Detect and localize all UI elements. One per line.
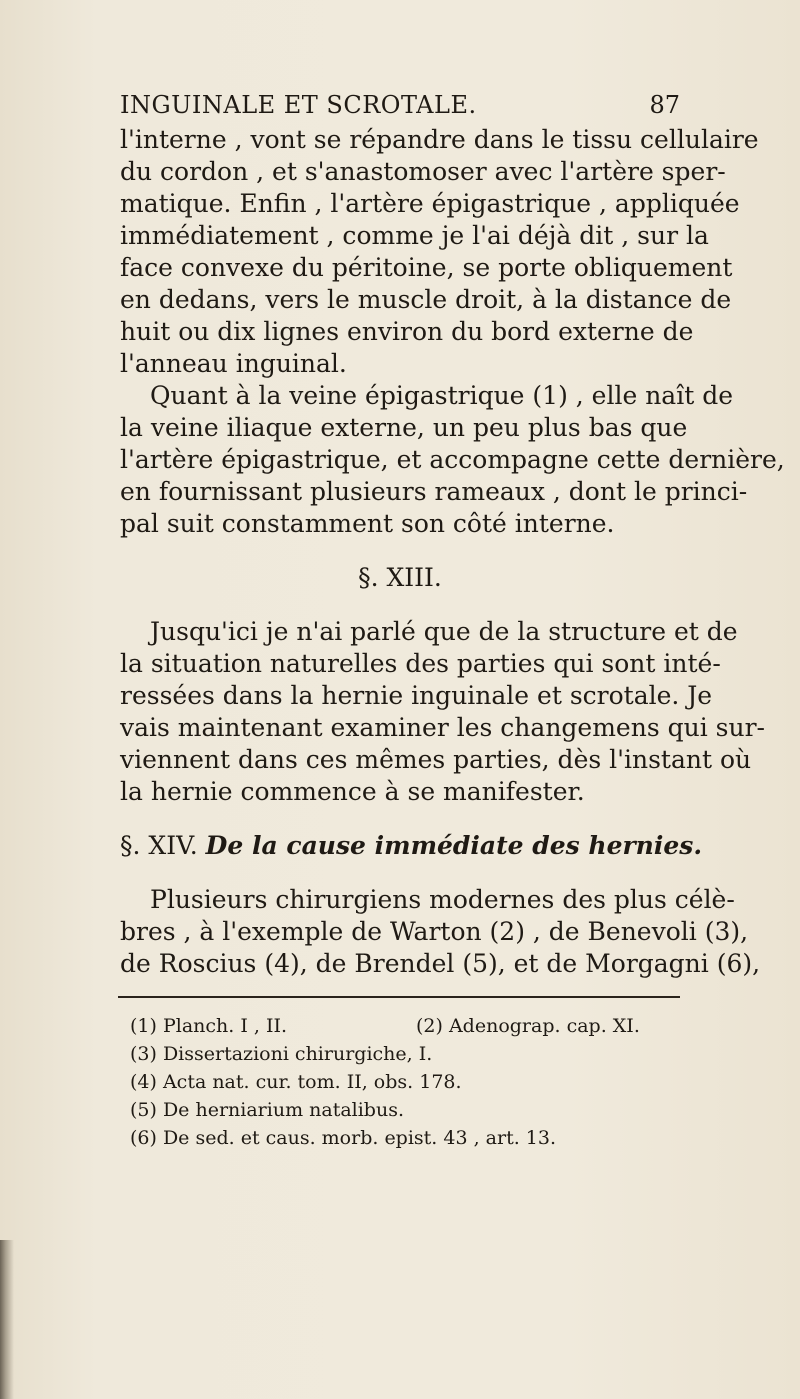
paragraph1-line-2: du cordon , et s'anastomoser avec l'artère sper- <box>120 157 726 186</box>
section-xiii-heading: §. XIII. <box>358 563 442 592</box>
paragraph3-line-5: viennent dans ces mêmes parties, dès l'instant où <box>120 745 752 774</box>
paragraph1-line-1: l'interne , vont se répandre dans le tissu cellulaire <box>120 125 759 154</box>
paragraph3-line-4: vais maintenant examiner les changemens qui sur- <box>120 713 765 742</box>
paragraph1-line-5: face convexe du péritoine, se porte obliquement <box>120 253 733 282</box>
footnote-rule <box>118 996 680 998</box>
paragraph1-line-7: huit ou dix lignes environ du bord externe de <box>120 317 694 346</box>
paragraph3-line-3: ressées dans la hernie inguinale et scrotale. Je <box>120 681 713 710</box>
paragraph4-line-3: de Roscius (4), de Brendel (5), et de Morgagni (6), <box>120 949 761 978</box>
paragraph2-line-1: Quant à la veine épigastrique (1) , elle naît de <box>150 381 733 410</box>
paragraph2-line-3: l'artère épigastrique, et accompagne cette dernière, <box>120 445 785 474</box>
page-edge-shadow <box>0 1240 14 1399</box>
paragraph4-line-1: Plusieurs chirurgiens modernes des plus célè- <box>150 885 735 914</box>
paragraph1-line-6: en dedans, vers le muscle droit, à la distance de <box>120 285 732 314</box>
section-xiv-title: De la cause immédiate des hernies. <box>205 831 703 860</box>
paragraph4-line-2: bres , à l'exemple de Warton (2) , de Benevoli (3), <box>120 917 749 946</box>
paragraph2-line-2: la veine iliaque externe, un peu plus bas que <box>120 413 688 442</box>
paragraph3-line-1: Jusqu'ici je n'ai parlé que de la structure et de <box>150 617 738 646</box>
footnote-6: (6) De sed. et caus. morb. epist. 43 , art. 13. <box>130 1127 557 1149</box>
footnote-4: (4) Acta nat. cur. tom. II, obs. 178. <box>130 1071 462 1093</box>
paragraph1-line-3: matique. Enfin , l'artère épigastrique , appliquée <box>120 189 740 218</box>
paragraph2-line-5: pal suit constamment son côté interne. <box>120 509 615 538</box>
paragraph1-line-4: immédiatement , comme je l'ai déjà dit , sur la <box>120 221 709 250</box>
paragraph2-line-4: en fournissant plusieurs rameaux , dont le princi- <box>120 477 748 506</box>
footnote-row-1 <box>130 1012 640 1040</box>
footnote-1: (1) Planch. I , II. <box>130 1015 288 1037</box>
page-header <box>120 88 680 122</box>
section-xiv-number: §. XIV. <box>120 831 198 860</box>
section-xiv-heading <box>120 830 703 862</box>
paragraph3-line-6: la hernie commence à se manifester. <box>120 777 585 806</box>
paragraph1-line-8: l'anneau inguinal. <box>120 349 347 378</box>
running-title: INGUINALE ET SCROTALE. <box>120 91 477 119</box>
paragraph3-line-2: la situation naturelles des parties qui sont inté- <box>120 649 721 678</box>
footnote-2: (2) Adenograp. cap. XI. <box>416 1015 640 1037</box>
page-number: 87 <box>649 91 680 119</box>
footnote-3: (3) Dissertazioni chirurgiche, I. <box>130 1043 433 1065</box>
footnote-5: (5) De herniarium natalibus. <box>130 1099 404 1121</box>
